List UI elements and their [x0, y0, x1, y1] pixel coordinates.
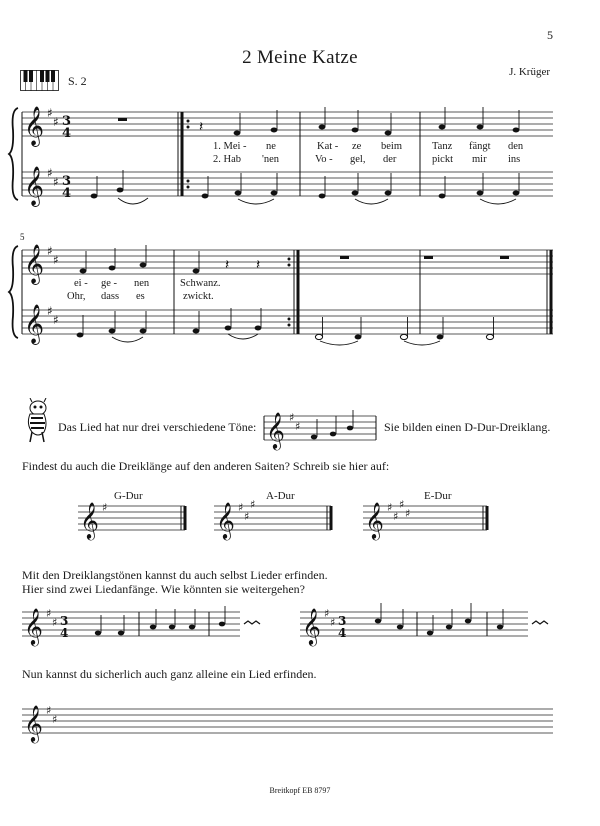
svg-text:3: 3 — [338, 614, 347, 628]
lyric: 2. Hab — [213, 154, 241, 165]
svg-text:♯: ♯ — [102, 501, 108, 514]
svg-text:𝄞: 𝄞 — [80, 501, 99, 539]
triad-label-e: E-Dur — [424, 490, 452, 502]
zebra-mascot-icon — [18, 398, 54, 444]
treble-clef-icon: 𝄞 — [24, 106, 45, 146]
lyric: fängt — [469, 141, 491, 152]
lyric: ne — [266, 141, 276, 152]
melody-instruction-2: Hier sind zwei Liedanfänge. Wie könnten sie weitergehen? — [22, 582, 305, 596]
svg-text:𝄞: 𝄞 — [24, 607, 43, 645]
svg-text:♯: ♯ — [47, 304, 53, 318]
lyric: der — [383, 154, 397, 165]
triad-result-text: Sie bilden einen D-Dur-Dreiklang. — [384, 420, 551, 434]
lyric: ei - — [74, 278, 88, 289]
lyric: mir — [472, 154, 487, 165]
find-triads-text: Findest du auch die Dreiklänge auf den anderen Saiten? Schreib sie hier auf: — [22, 459, 390, 473]
svg-text:♯: ♯ — [244, 510, 250, 523]
page-reference: S. 2 — [68, 74, 87, 88]
lyric: Tanz — [432, 141, 453, 152]
svg-text:♯: ♯ — [330, 616, 336, 629]
triad-label-g: G-Dur — [114, 490, 143, 502]
svg-text:♯: ♯ — [47, 244, 53, 258]
svg-text:4: 4 — [338, 626, 347, 640]
svg-text:♯: ♯ — [52, 616, 58, 629]
compose-instruction: Nun kannst du sicherlich auch ganz alleine ein Lied erfinden. — [22, 667, 317, 681]
svg-text:𝄞: 𝄞 — [24, 304, 45, 344]
quarter-rest: 𝄽 — [199, 119, 204, 135]
svg-text:𝄞: 𝄞 — [24, 704, 43, 742]
lyric: nen — [134, 278, 150, 289]
svg-text:♯: ♯ — [53, 253, 59, 267]
svg-text:𝄞: 𝄞 — [302, 607, 321, 645]
sharp-icon: ♯ — [47, 166, 53, 180]
svg-text:♯: ♯ — [399, 498, 405, 511]
lyric: Ohr, — [67, 291, 86, 302]
svg-text:𝄞: 𝄞 — [24, 244, 45, 284]
system1-upper-staff — [22, 112, 553, 136]
system1-brace — [9, 108, 18, 200]
lyric: Schwanz. — [180, 278, 221, 289]
system2-upper-staff — [22, 250, 553, 274]
svg-text:♯: ♯ — [250, 498, 256, 511]
compose-staff — [22, 709, 553, 733]
lyric: ins — [508, 154, 521, 165]
svg-text:♯: ♯ — [387, 501, 393, 514]
time-signature: 3 — [62, 114, 72, 129]
page-number: 5 — [547, 28, 553, 42]
treble-clef-icon: 𝄞 — [24, 166, 45, 206]
lyric: zwickt. — [183, 291, 214, 302]
sharp-icon: ♯ — [47, 106, 53, 120]
lyric: dass — [101, 291, 120, 302]
composer-credit: J. Krüger — [509, 66, 550, 78]
system2-lower-staff — [22, 310, 553, 334]
svg-text:𝄞: 𝄞 — [365, 501, 384, 539]
lyric: pickt — [432, 154, 453, 165]
lyric: beim — [381, 141, 402, 152]
time-signature: 4 — [62, 186, 72, 201]
lyric: gel, — [350, 154, 366, 165]
svg-text:♯: ♯ — [46, 607, 52, 620]
lyric: 1. Mei - — [213, 141, 247, 152]
triad-label-a: A-Dur — [266, 490, 295, 502]
time-signature: 4 — [62, 126, 72, 141]
svg-text:𝄞: 𝄞 — [266, 411, 285, 449]
lyric: 'nen — [262, 154, 280, 165]
svg-text:♯: ♯ — [405, 507, 411, 520]
svg-text:♯: ♯ — [46, 704, 52, 717]
lyric: Kat - — [317, 141, 339, 152]
svg-text:𝄽: 𝄽 — [225, 257, 230, 273]
svg-text:♯: ♯ — [324, 607, 330, 620]
svg-text:♯: ♯ — [238, 501, 244, 514]
time-signature: 3 — [62, 174, 72, 189]
svg-text:𝄞: 𝄞 — [216, 501, 235, 539]
lyric: den — [508, 141, 524, 152]
melody-instruction-1: Mit den Dreiklangstönen kannst du auch selbst Lieder erfinden. — [22, 568, 328, 582]
triad-intro-text: Das Lied hat nur drei verschiedene Töne: — [58, 420, 257, 434]
svg-text:♯: ♯ — [393, 510, 399, 523]
measure-number: 5 — [20, 232, 25, 242]
piece-title: 2 Meine Katze — [242, 47, 358, 68]
sharp-icon: ♯ — [53, 115, 59, 129]
lyric: ze — [352, 141, 362, 152]
continue-squiggle-icon — [244, 621, 260, 624]
lyric: ge - — [101, 278, 118, 289]
svg-text:♯: ♯ — [53, 313, 59, 327]
svg-text:♯: ♯ — [289, 411, 295, 424]
whole-rest — [118, 118, 127, 121]
sharp-icon: ♯ — [53, 175, 59, 189]
lyric: es — [136, 291, 145, 302]
publisher-footer: Breitkopf EB 8797 — [269, 786, 331, 795]
system1-lower-staff — [22, 172, 553, 196]
svg-text:3: 3 — [60, 614, 69, 628]
svg-text:𝄽: 𝄽 — [256, 257, 261, 273]
lyric: Vo - — [315, 154, 333, 165]
svg-text:♯: ♯ — [295, 420, 301, 433]
svg-text:♯: ♯ — [52, 713, 58, 726]
svg-text:4: 4 — [60, 626, 69, 640]
